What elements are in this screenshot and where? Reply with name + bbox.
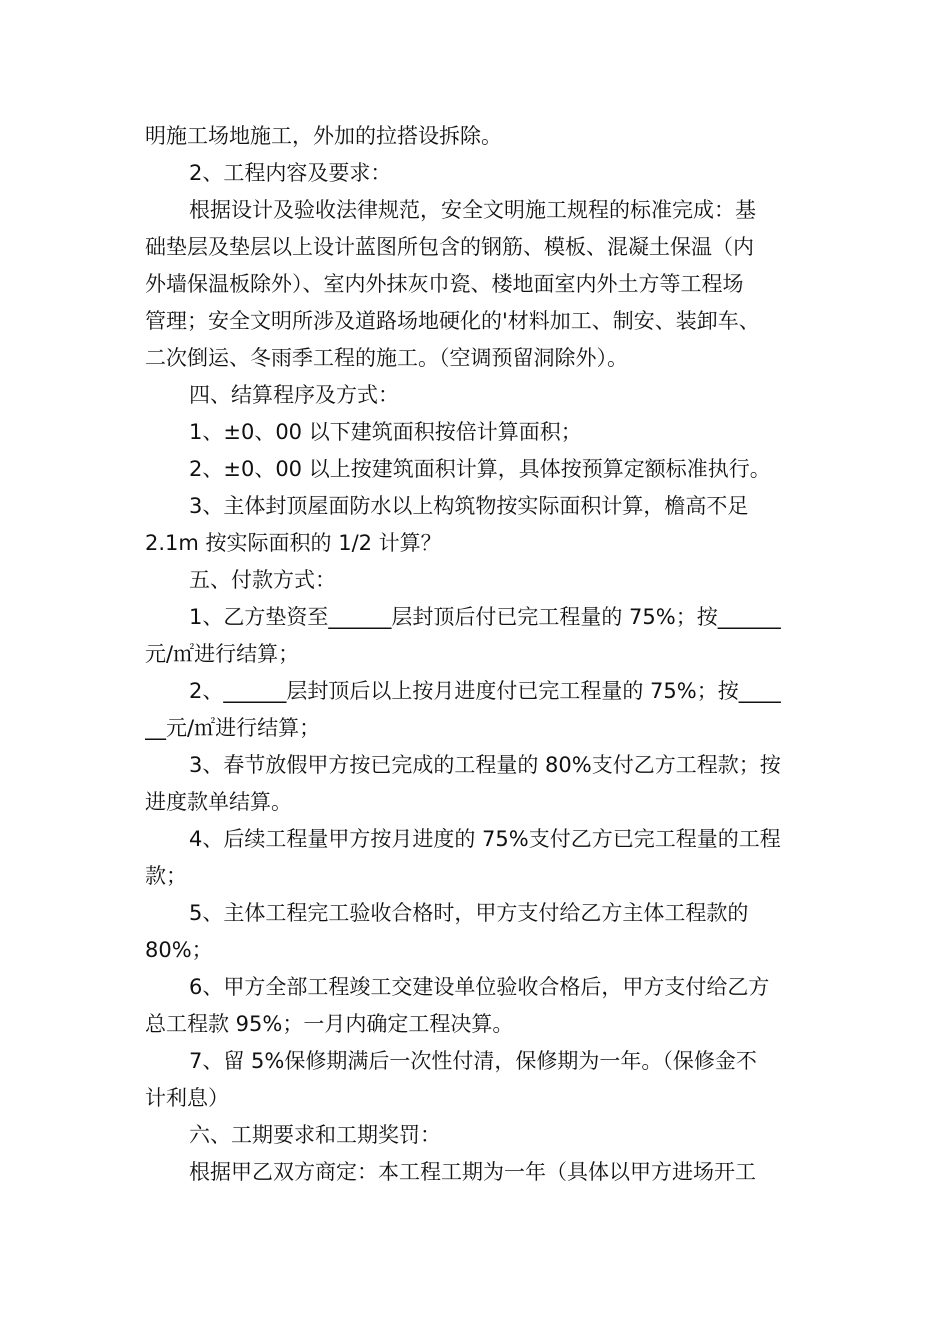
text-line: 7、留 5%保修期满后一次性付清，保修期为一年。（保修金不 xyxy=(189,1049,757,1073)
text-line: 3、主体封顶屋面防水以上构筑物按实际面积计算，檐高不足 xyxy=(189,494,749,518)
text-line: 进度款单结算。 xyxy=(145,790,292,814)
text-line: 80%； xyxy=(145,938,213,962)
text-line: 二次倒运、冬雨季工程的施工。（空调预留洞除外）。 xyxy=(145,346,628,370)
text-line: 管理；安全文明所涉及道路场地硬化的'材料加工、制安、装卸车、 xyxy=(145,309,760,333)
text-line: 计利息） xyxy=(145,1086,229,1110)
text-line: 总工程款 95%；一月内确定工程决算。 xyxy=(145,1012,514,1036)
text-line: 1、±0、00 以下建筑面积按倍计算面积； xyxy=(189,420,582,444)
text-line: 2、±0、00 以上按建筑面积计算，具体按预算定额标准执行。 xyxy=(189,457,771,481)
document-page xyxy=(145,118,807,1191)
text-line: 2.1m 按实际面积的 1/2 计算？ xyxy=(145,531,442,555)
text-line: 2、______层封顶后以上按月进度付已完工程量的 75%；按____ xyxy=(189,679,781,703)
text-line: 款； xyxy=(145,864,187,888)
text-line: 根据设计及验收法律规范，安全文明施工规程的标准完成：基 xyxy=(189,198,756,222)
text-line: __元/㎡进行结算； xyxy=(145,716,321,740)
text-line: 6、甲方全部工程竣工交建设单位验收合格后，甲方支付给乙方 xyxy=(189,975,770,999)
text-line: 五、付款方式： xyxy=(189,568,336,592)
text-line: 4、后续工程量甲方按月进度的 75%支付乙方已完工程量的工程 xyxy=(189,827,781,851)
text-line: 5、主体工程完工验收合格时，甲方支付给乙方主体工程款的 xyxy=(189,901,749,925)
text-line: 明施工场地施工，外加的拉搭设拆除。 xyxy=(145,124,502,148)
text-line: 1、乙方垫资至______层封顶后付已完工程量的 75%；按______ xyxy=(189,605,781,629)
text-line: 外墙保温板除外）、室内外抹灰巾瓷、楼地面室内外土方等工程场 xyxy=(145,272,744,296)
text-line: 础垫层及垫层以上设计蓝图所包含的钢筋、模板、混凝土保温（内 xyxy=(145,235,754,259)
text-line: 2、工程内容及要求： xyxy=(189,161,392,185)
text-line: 四、结算程序及方式： xyxy=(189,383,399,407)
text-line: 根据甲乙双方商定：本工程工期为一年（具体以甲方进场开工 xyxy=(189,1160,756,1184)
text-line: 3、春节放假甲方按已完成的工程量的 80%支付乙方工程款；按 xyxy=(189,753,781,777)
text-line: 六、工期要求和工期奖罚： xyxy=(189,1123,441,1147)
text-line: 元/㎡进行结算； xyxy=(145,642,300,666)
